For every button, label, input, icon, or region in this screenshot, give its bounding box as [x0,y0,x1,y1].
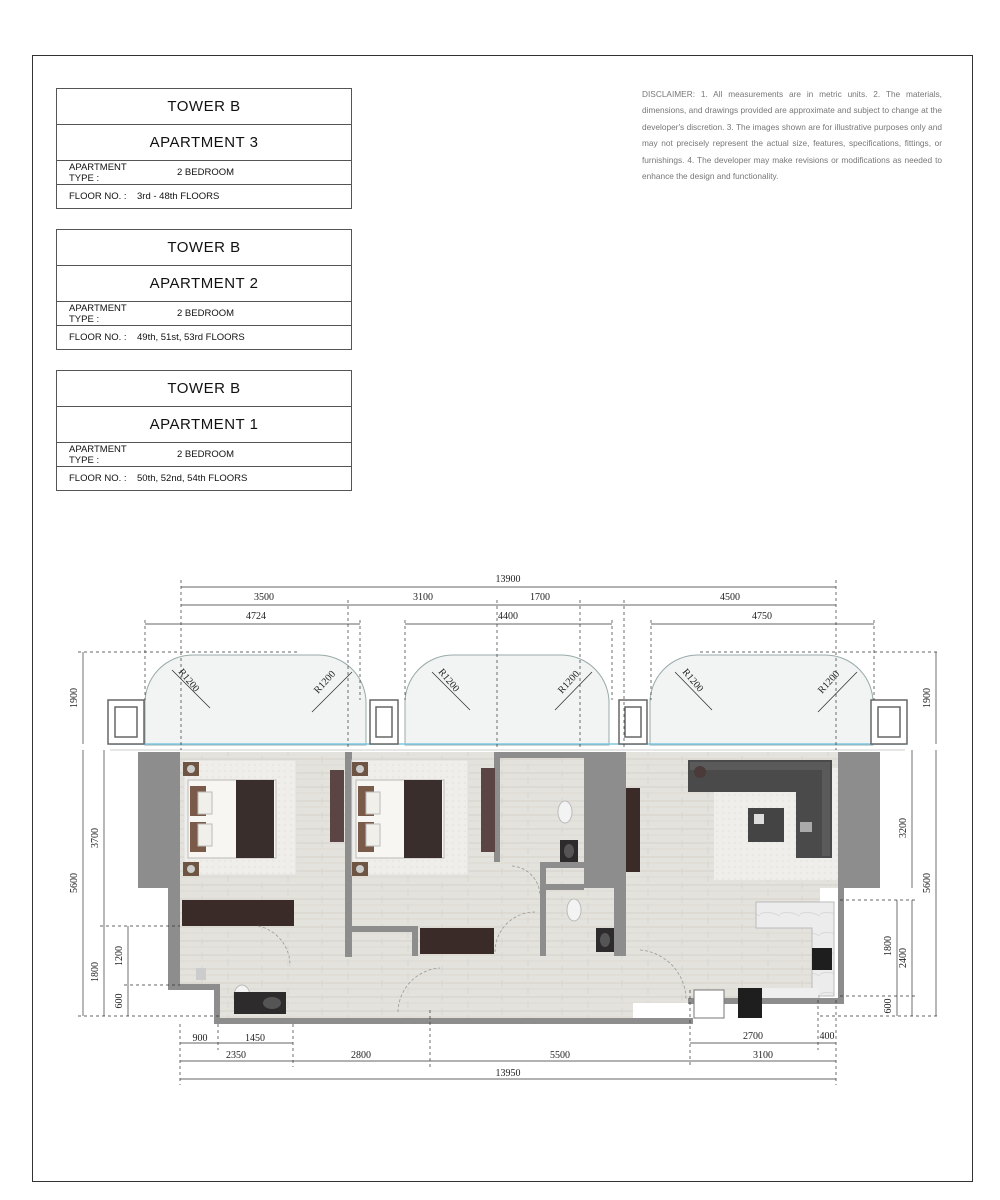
radius-label: R1200 [435,666,462,695]
dim-left: 1900 [69,688,80,708]
dim-top: 4500 [720,592,740,603]
floor-label: FLOOR NO. : [69,191,127,202]
dim-bottom: 2700 [743,1031,763,1042]
dim-left: 5600 [69,873,80,893]
floor-value: 3rd - 48th FLOORS [137,191,220,202]
dim-top: 4400 [498,611,518,622]
apartment-title: APARTMENT 3 [57,125,351,161]
radius-label: R1200 [175,666,202,695]
dim-right: 1900 [922,688,933,708]
pillow [366,792,380,814]
toilet [567,899,581,921]
wall-kitchen-column [584,752,626,888]
dim-bottom: 3100 [753,1050,773,1061]
dim-top-overall: 13900 [495,574,521,585]
tv-console [481,768,495,852]
balcony-left [145,655,366,745]
wardrobe [420,928,494,954]
dim-bottom: 900 [192,1033,208,1044]
dim-bottom: 400 [819,1031,835,1042]
disclaimer-text: DISCLAIMER: 1. All measurements are in metric units. 2. The materials, dimensions, and drawings provided are approximate and subject to change at the developer's discretion. 3. The images shown are for illustrative purposes only and may not precisely represent the actual size, features, specifications, fittings, or furnishings. 4. The developer may make revisions or modifications as needed to enhance the design and functionality. [642,89,942,182]
tower-title: TOWER B [57,89,351,125]
dim-bottom: 1450 [245,1033,265,1044]
pillow [366,824,380,846]
bedroom-1-furniture [182,760,296,926]
wall-bedroom-divider [345,752,352,957]
dim-right: 600 [883,998,894,1014]
tower-title: TOWER B [57,230,351,266]
floor-value: 49th, 51st, 53rd FLOORS [137,332,245,343]
apartment-type-value: 2 BEDROOM [177,167,235,178]
coffee-table [748,808,784,842]
dim-left: 600 [114,993,125,1009]
dim-bottom-overall: 13950 [495,1068,521,1079]
apartment-title: APARTMENT 1 [57,407,351,443]
wardrobe [182,900,294,926]
cooktop [812,948,832,970]
dim-bottom: 2800 [351,1050,371,1061]
dim-bottom: 2350 [226,1050,246,1061]
dim-top: 4750 [752,611,772,622]
radius-label: R1200 [816,668,843,697]
apartment-type-label: APARTMENT TYPE : [69,302,127,325]
dim-left: 1800 [90,962,101,982]
balconies [145,655,873,745]
dim-top: 3100 [413,592,433,603]
dim-right: 2400 [898,948,909,968]
dim-right: 3200 [898,818,909,838]
apartment-type-label: APARTMENT TYPE : [69,161,127,184]
floor-value: 50th, 52nd, 54th FLOORS [137,473,248,484]
pillow [198,792,212,814]
tv-console [330,770,344,842]
fridge [694,990,724,1018]
wall-left-column [138,752,180,888]
bed-throw [404,780,442,858]
bed-throw [236,780,274,858]
radius-label: R1200 [556,668,583,697]
toilet [558,801,572,823]
dim-right: 1800 [883,936,894,956]
dim-left: 1200 [114,946,125,966]
apartment-type-label: APARTMENT TYPE : [69,443,127,466]
dim-bottom: 5500 [550,1050,570,1061]
radius-label: R1200 [679,666,706,695]
apartment-title: APARTMENT 2 [57,266,351,302]
apartment-type-value: 2 BEDROOM [177,308,235,319]
balcony-middle [405,655,609,745]
dim-top: 1700 [530,592,550,603]
floor-label: FLOOR NO. : [69,473,127,484]
dim-right: 5600 [922,873,933,893]
tower-title: TOWER B [57,371,351,407]
floor-label: FLOOR NO. : [69,332,127,343]
oven [738,988,762,1018]
wall-right-column [838,752,880,888]
dim-top: 4724 [246,611,266,622]
tv-panel [626,788,640,872]
balcony-right [650,655,873,745]
dim-left: 3700 [90,828,101,848]
radius-label: R1200 [312,668,339,697]
apartment-type-value: 2 BEDROOM [177,449,235,460]
pillow [198,824,212,846]
dim-top: 3500 [254,592,274,603]
